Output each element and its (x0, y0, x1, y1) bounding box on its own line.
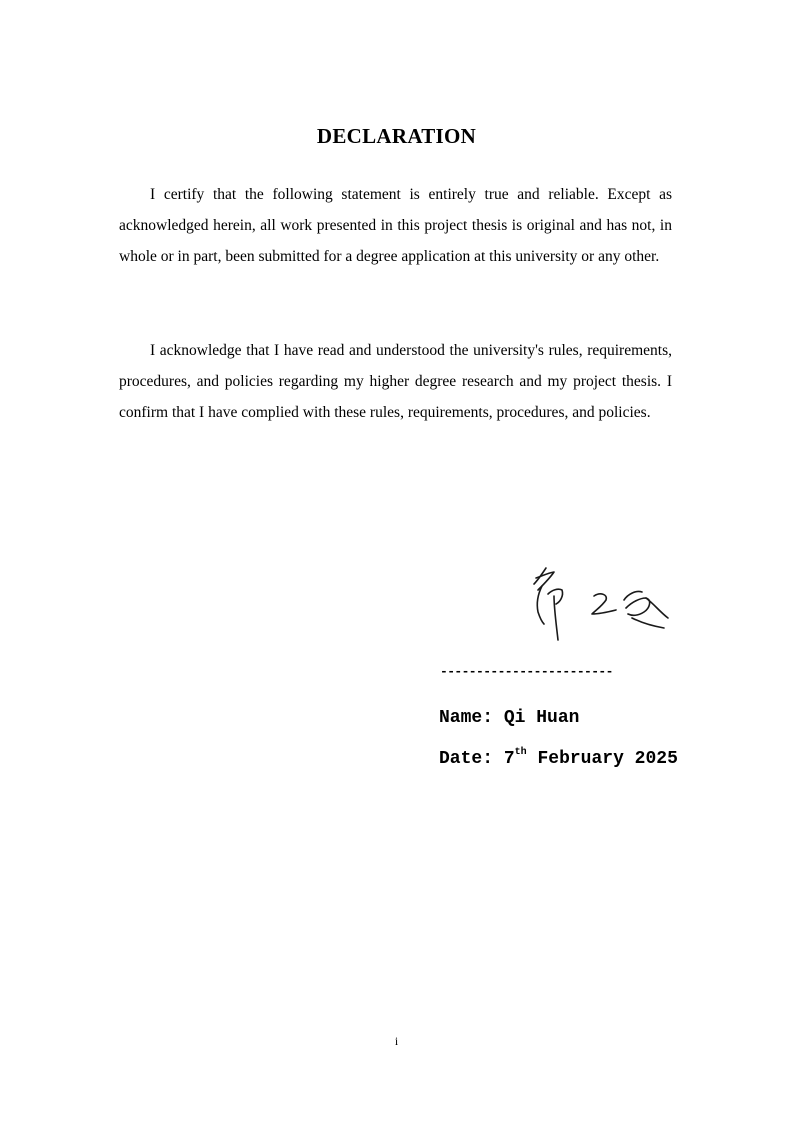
signature-line: ------------------------ (440, 664, 613, 679)
page-title: DECLARATION (316, 124, 477, 148)
name-line (439, 708, 579, 728)
name-value: Qi Huan (503, 708, 580, 728)
date-label: Date: (439, 749, 494, 769)
handwritten-signature (528, 560, 673, 650)
date-day: 7 (503, 749, 515, 769)
date-line (439, 749, 678, 769)
name-label: Name: (439, 708, 494, 728)
date-month-year: February 2025 (537, 749, 678, 769)
declaration-paragraph-2: I acknowledge that I have read and understood the university's rules, requirements, procedures, and policies regarding my higher degree research and my project thesis. I confirm that I have complied with these rules, requirements, procedures, and policies. (119, 342, 672, 422)
date-ordinal-suffix: th (514, 747, 527, 758)
declaration-paragraph-1: I certify that the following statement is entirely true and reliable. Except as acknowledged herein, all work presented in this project thesis is original and has not, in whole or in part, been submitted for a degree application at this university or any other. (119, 186, 672, 266)
page-number: i (394, 1034, 399, 1048)
